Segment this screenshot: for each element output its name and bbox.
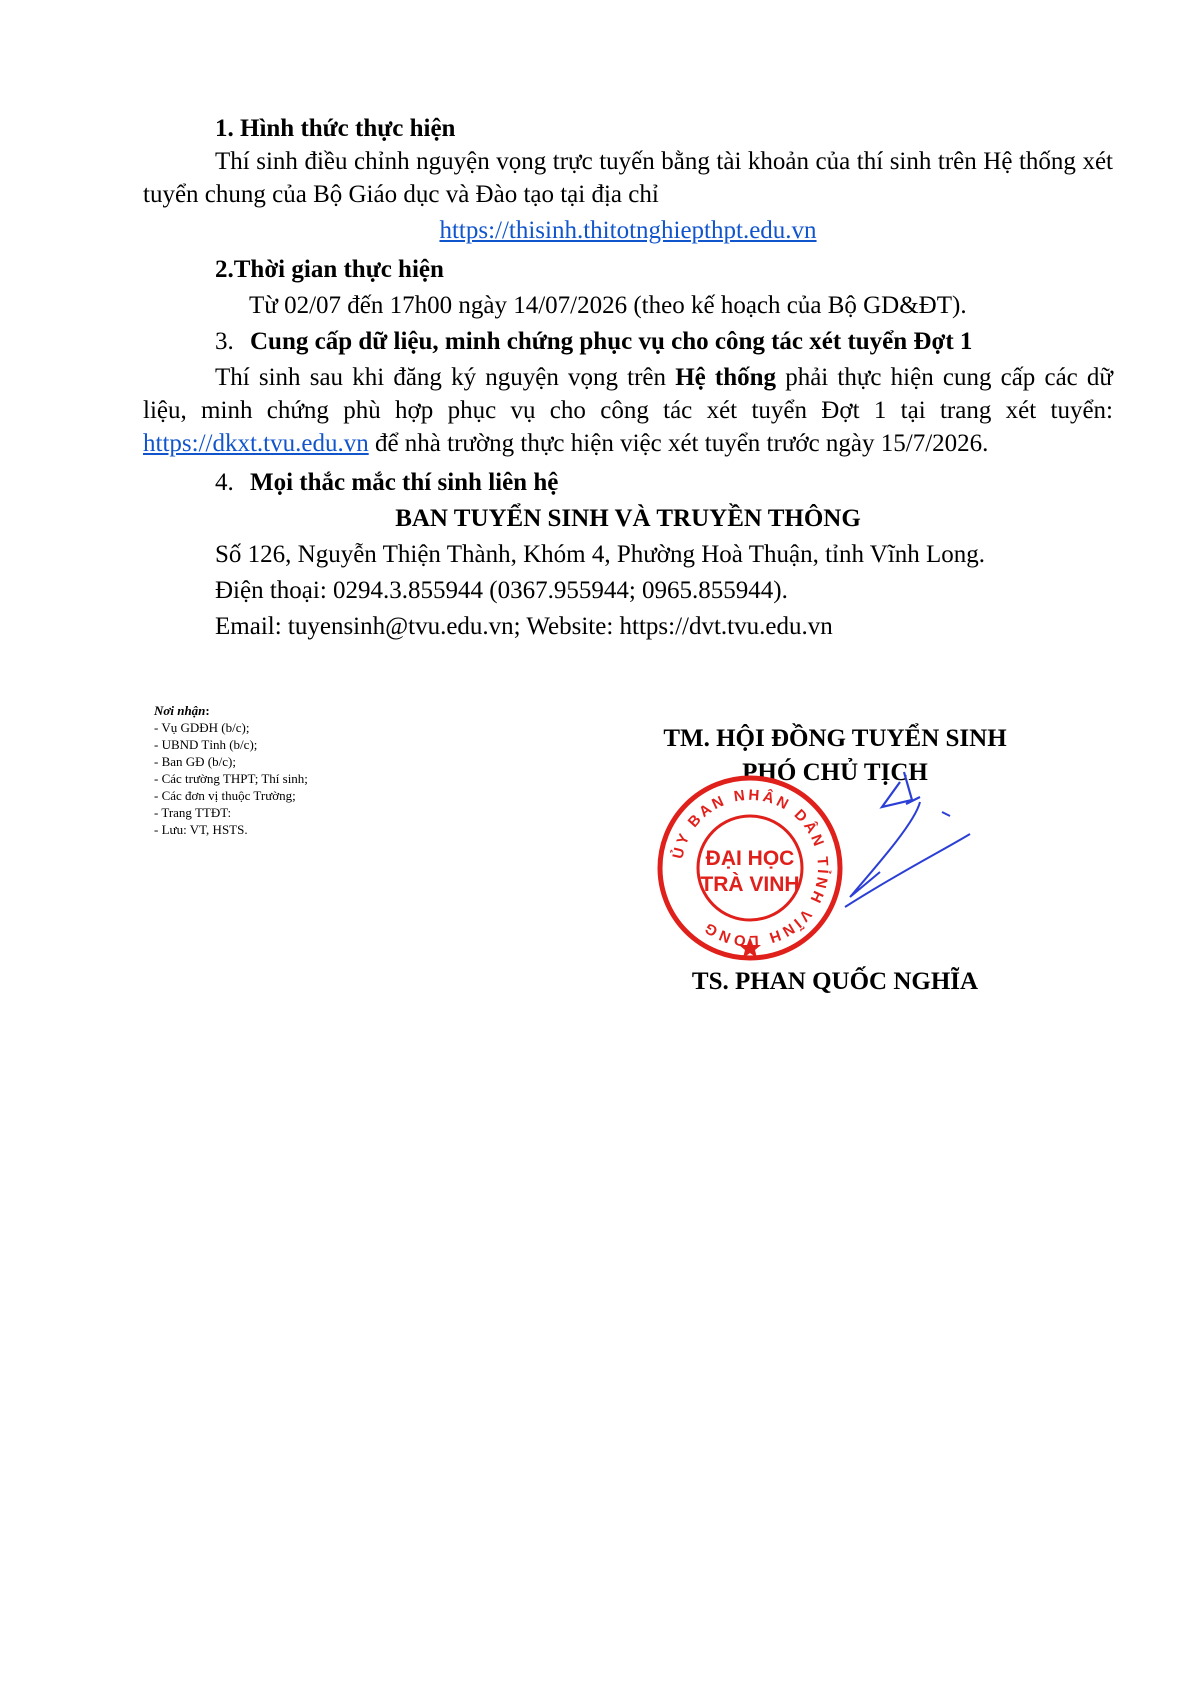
recipients-title-suffix: :	[205, 703, 210, 718]
section2-text: Từ 02/07 đến 17h00 ngày 14/07/2026 (theo kế hoạch của Bộ GD&ĐT).	[249, 292, 967, 319]
section3-text-a: Thí sinh sau khi đăng ký nguyện vọng trên	[215, 364, 676, 391]
section3-text-c: để nhà trường thực hiện việc xét tuyển trước ngày 15/7/2026.	[368, 430, 989, 457]
seal-ring-text: ỦY BAN NHÂN DÂN TỈNH VĨNH LONG	[669, 786, 832, 950]
signature-line1: TM. HỘI ĐỒNG TUYỂN SINH	[663, 725, 1007, 752]
section4-heading: Mọi thắc mắc thí sinh liên hệ	[250, 469, 559, 496]
section3-heading: Cung cấp dữ liệu, minh chứng phục vụ cho công tác xét tuyển Đợt 1	[250, 328, 973, 355]
recipient-item: - Lưu: VT, HSTS.	[154, 822, 248, 837]
recipient-item: - Các đơn vị thuộc Trường;	[154, 788, 296, 803]
recipients-title-line	[154, 702, 308, 719]
section3-text	[143, 361, 1113, 460]
dkxt-link[interactable]: https://dkxt.tvu.edu.vn	[143, 430, 369, 457]
thisinh-link[interactable]: https://thisinh.thitotnghiepthpt.edu.vn	[439, 217, 817, 244]
section1-link-line	[143, 214, 1113, 247]
contact-email: Email: tuyensinh@tvu.edu.vn; Website: https://dvt.tvu.edu.vn	[215, 613, 833, 640]
recipient-item: - Các trường THPT; Thí sinh;	[154, 771, 308, 786]
section1-text: Thí sinh điều chỉnh nguyện vọng trực tuyến bằng tài khoản của thí sinh trên Hệ thống xét tuyển chung của Bộ Giáo dục và Đào tạo tại địa chỉ	[143, 148, 1113, 208]
section3-bold-term: Hệ thống	[675, 364, 777, 391]
recipients-block	[154, 702, 308, 838]
section1-heading: 1. Hình thức thực hiện	[215, 115, 456, 142]
signature-line2: PHÓ CHỦ TỊCH	[742, 759, 928, 786]
recipient-item: - Vụ GDĐH (b/c);	[154, 720, 250, 735]
official-seal-icon	[655, 773, 845, 963]
section4-heading-line	[143, 466, 1113, 499]
contact-address: Số 126, Nguyễn Thiện Thành, Khóm 4, Phường Hoà Thuận, tỉnh Vĩnh Long.	[215, 541, 986, 568]
section2-heading: 2.Thời gian thực hiện	[215, 256, 444, 283]
contact-org: BAN TUYỂN SINH VÀ TRUYỀN THÔNG	[395, 505, 861, 532]
seal-line2: TRÀ VINH	[700, 873, 800, 896]
recipient-item: - Ban GĐ (b/c);	[154, 754, 236, 769]
signer-name: TS. PHAN QUỐC NGHĨA	[691, 968, 979, 995]
section3-text-b: phải thực hiện cung cấp các dữ liệu, minh chứng phù hợp phục vụ cho công tác xét tuyển Đợt 1 tại trang xét tuyển:	[143, 364, 1113, 424]
contact-phone: Điện thoại: 0294.3.855944 (0367.955944; 0965.855944).	[215, 577, 788, 604]
recipients-title: Nơi nhận	[154, 703, 206, 718]
section3-number: 3.	[215, 328, 234, 355]
recipient-item: - Trang TTĐT:	[154, 805, 232, 820]
seal-line1: ĐẠI HỌC	[705, 847, 795, 870]
recipient-item: - UBND Tỉnh (b/c);	[154, 737, 258, 752]
section4-number: 4.	[215, 469, 234, 496]
section3-heading-line	[143, 325, 1113, 358]
document-body	[143, 112, 1113, 643]
handwritten-signature-icon	[820, 752, 1000, 932]
